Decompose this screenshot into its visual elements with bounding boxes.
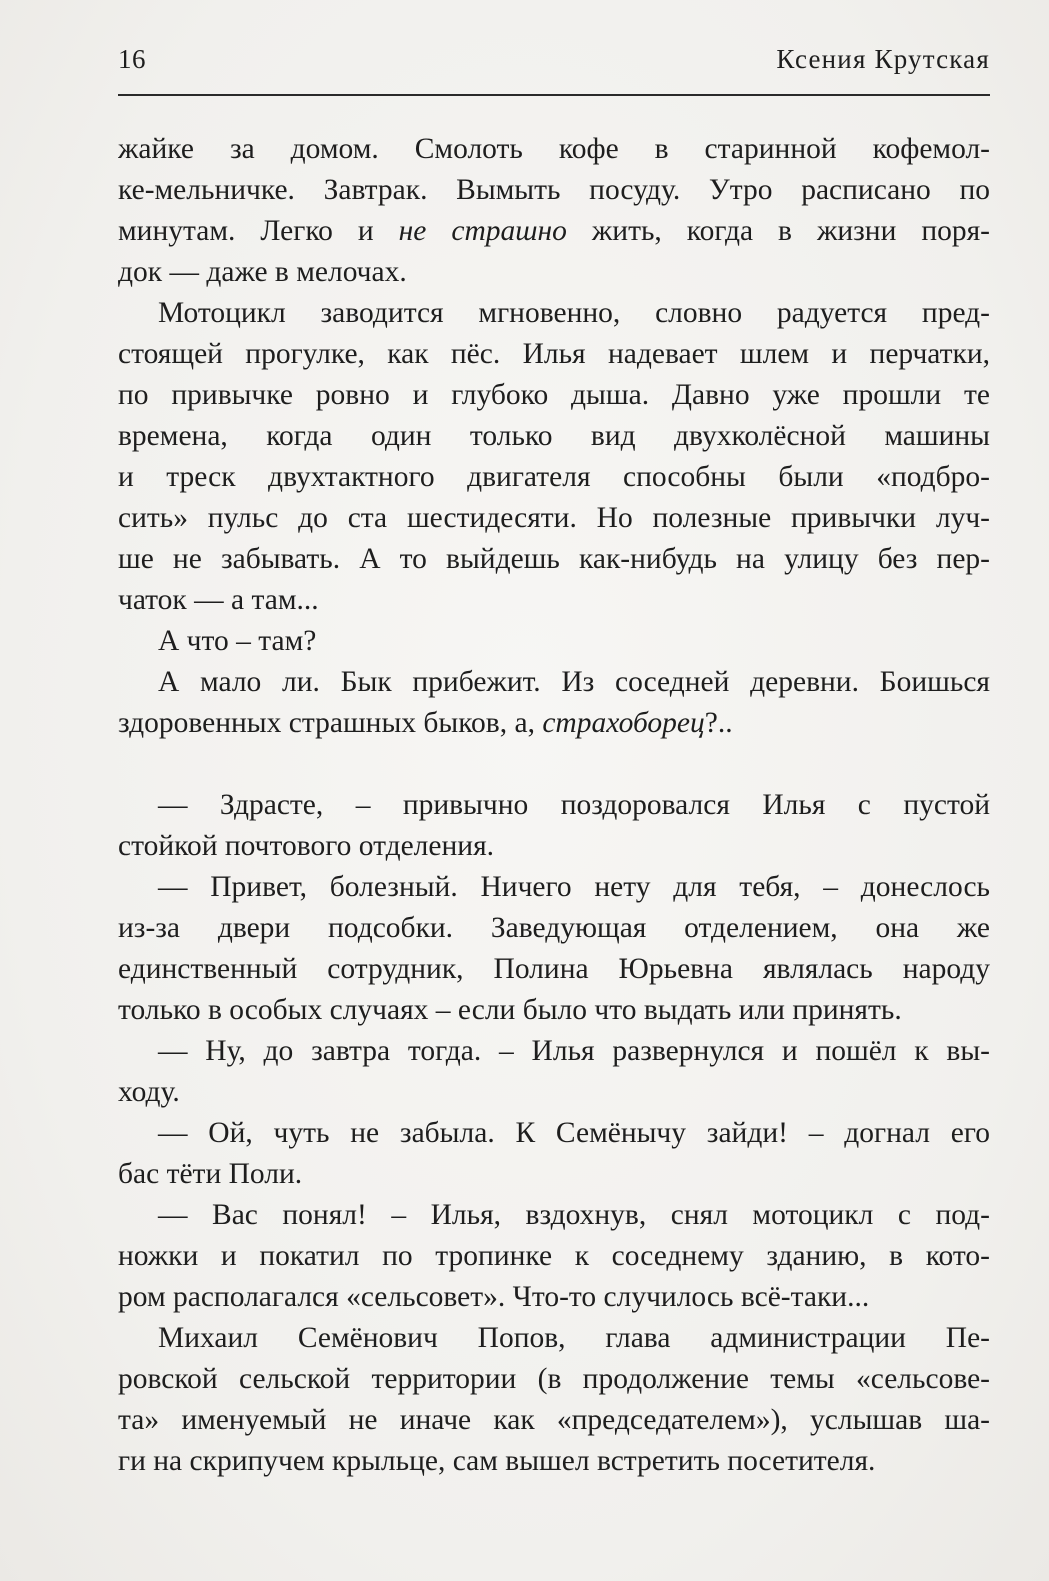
text-line bbox=[118, 1236, 990, 1277]
text-run: та» именуемый не иначе как «председателем»), услышав ша- bbox=[118, 1404, 990, 1436]
text-line bbox=[118, 1400, 990, 1441]
text-run: док — даже в мелочах. bbox=[118, 256, 407, 288]
text-run: минутам. Легко и bbox=[118, 215, 399, 247]
text-line bbox=[118, 1154, 990, 1195]
text-line bbox=[118, 334, 990, 375]
text-line bbox=[118, 785, 990, 826]
text-run: здоровенных страшных быков, а, bbox=[118, 707, 543, 739]
text-run: только в особых случаях – если было что выдать или принять. bbox=[118, 994, 902, 1026]
text-line bbox=[118, 129, 990, 170]
text-line bbox=[118, 867, 990, 908]
page-number: 16 bbox=[118, 44, 146, 74]
text-line bbox=[118, 621, 990, 662]
italic-emphasis: не страшно bbox=[398, 215, 567, 247]
text-run: ножки и покатил по тропинке к соседнему зданию, в кото- bbox=[118, 1240, 990, 1272]
text-run: стойкой почтового отделения. bbox=[118, 830, 495, 862]
text-line bbox=[118, 1359, 990, 1400]
text-run: единственный сотрудник, Полина Юрьевна являлась народу bbox=[118, 953, 990, 985]
paragraph bbox=[118, 129, 990, 293]
header-rule bbox=[118, 94, 990, 96]
text-run: по привычке ровно и глубоко дыша. Давно уже прошли те bbox=[118, 379, 990, 411]
paragraph bbox=[118, 662, 990, 744]
text-run: — Ой, чуть не забыла. К Семёнычу зайди! – догнал его bbox=[158, 1117, 990, 1149]
text-line bbox=[118, 416, 990, 457]
text-run: жайке за домом. Смолоть кофе в старинной кофемол- bbox=[118, 133, 990, 165]
paragraph bbox=[118, 1031, 990, 1113]
text-run: сить» пульс до ста шестидесяти. Но полезные привычки луч- bbox=[118, 502, 990, 534]
text-line bbox=[118, 949, 990, 990]
text-line bbox=[118, 1277, 990, 1318]
paragraph bbox=[118, 1318, 990, 1482]
text-run: ром располагался «сельсовет». Что-то случилось всё-таки... bbox=[118, 1281, 870, 1313]
text-run: времена, когда один только вид двухколёсной машины bbox=[118, 420, 990, 452]
text-run: ?.. bbox=[704, 707, 733, 739]
text-line bbox=[118, 293, 990, 334]
text-line bbox=[118, 1072, 990, 1113]
text-run: чаток — а там... bbox=[118, 584, 319, 616]
text-run: ке-мельничке. Завтрак. Вымыть посуду. Утро расписано по bbox=[118, 174, 990, 206]
text-run: Михаил Семёнович Попов, глава администрации Пе- bbox=[158, 1322, 990, 1354]
text-run: — Здрасте, – привычно поздоровался Илья с пустой bbox=[158, 789, 990, 821]
text-run: А что – там? bbox=[158, 625, 317, 657]
paragraph bbox=[118, 1195, 990, 1318]
text-line bbox=[118, 375, 990, 416]
text-line bbox=[118, 457, 990, 498]
text-run: А мало ли. Бык прибежит. Из соседней деревни. Боишься bbox=[158, 666, 990, 698]
paragraph bbox=[118, 867, 990, 1031]
paragraph bbox=[118, 621, 990, 662]
text-run: стоящей прогулке, как пёс. Илья надевает шлем и перчатки, bbox=[118, 338, 990, 370]
text-line bbox=[118, 170, 990, 211]
text-run: бас тёти Поли. bbox=[118, 1158, 303, 1190]
text-line bbox=[118, 539, 990, 580]
page-header bbox=[118, 44, 990, 88]
text-run: ше не забывать. А то выйдешь как-нибудь на улицу без пер- bbox=[118, 543, 990, 575]
text-line bbox=[118, 1031, 990, 1072]
text-line bbox=[118, 498, 990, 539]
text-line bbox=[118, 1441, 990, 1482]
text-run: ровской сельской территории (в продолжение темы «сельсове- bbox=[118, 1363, 990, 1395]
text-run: — Вас понял! – Илья, вздохнув, снял мотоцикл с под- bbox=[158, 1199, 990, 1231]
section-break bbox=[118, 744, 990, 785]
text-line bbox=[118, 990, 990, 1031]
text-line bbox=[118, 703, 990, 744]
text-run: — Привет, болезный. Ничего нету для тебя, – донеслось bbox=[158, 871, 990, 903]
text-line bbox=[118, 826, 990, 867]
body-text bbox=[118, 129, 990, 1482]
text-line bbox=[118, 662, 990, 703]
text-line bbox=[118, 211, 990, 252]
paragraph bbox=[118, 785, 990, 867]
text-line bbox=[118, 580, 990, 621]
text-run: ходу. bbox=[118, 1076, 180, 1108]
running-head-author: Ксения Крутская bbox=[776, 44, 990, 74]
paragraph bbox=[118, 293, 990, 621]
text-run: и треск двухтактного двигателя способны были «подбро- bbox=[118, 461, 990, 493]
text-run: — Ну, до завтра тогда. – Илья развернулся и пошёл к вы- bbox=[158, 1035, 990, 1067]
text-line bbox=[118, 908, 990, 949]
paragraph bbox=[118, 1113, 990, 1195]
text-line bbox=[118, 1318, 990, 1359]
text-line bbox=[118, 1195, 990, 1236]
text-run: ги на скрипучем крыльце, сам вышел встретить посетителя. bbox=[118, 1445, 876, 1477]
text-line bbox=[118, 252, 990, 293]
text-run: жить, когда в жизни поря- bbox=[566, 215, 990, 247]
text-line bbox=[118, 1113, 990, 1154]
text-run: Мотоцикл заводится мгновенно, словно радуется пред- bbox=[158, 297, 990, 329]
italic-emphasis: страхоборец bbox=[542, 707, 705, 739]
text-run: из-за двери подсобки. Заведующая отделением, она же bbox=[118, 912, 990, 944]
